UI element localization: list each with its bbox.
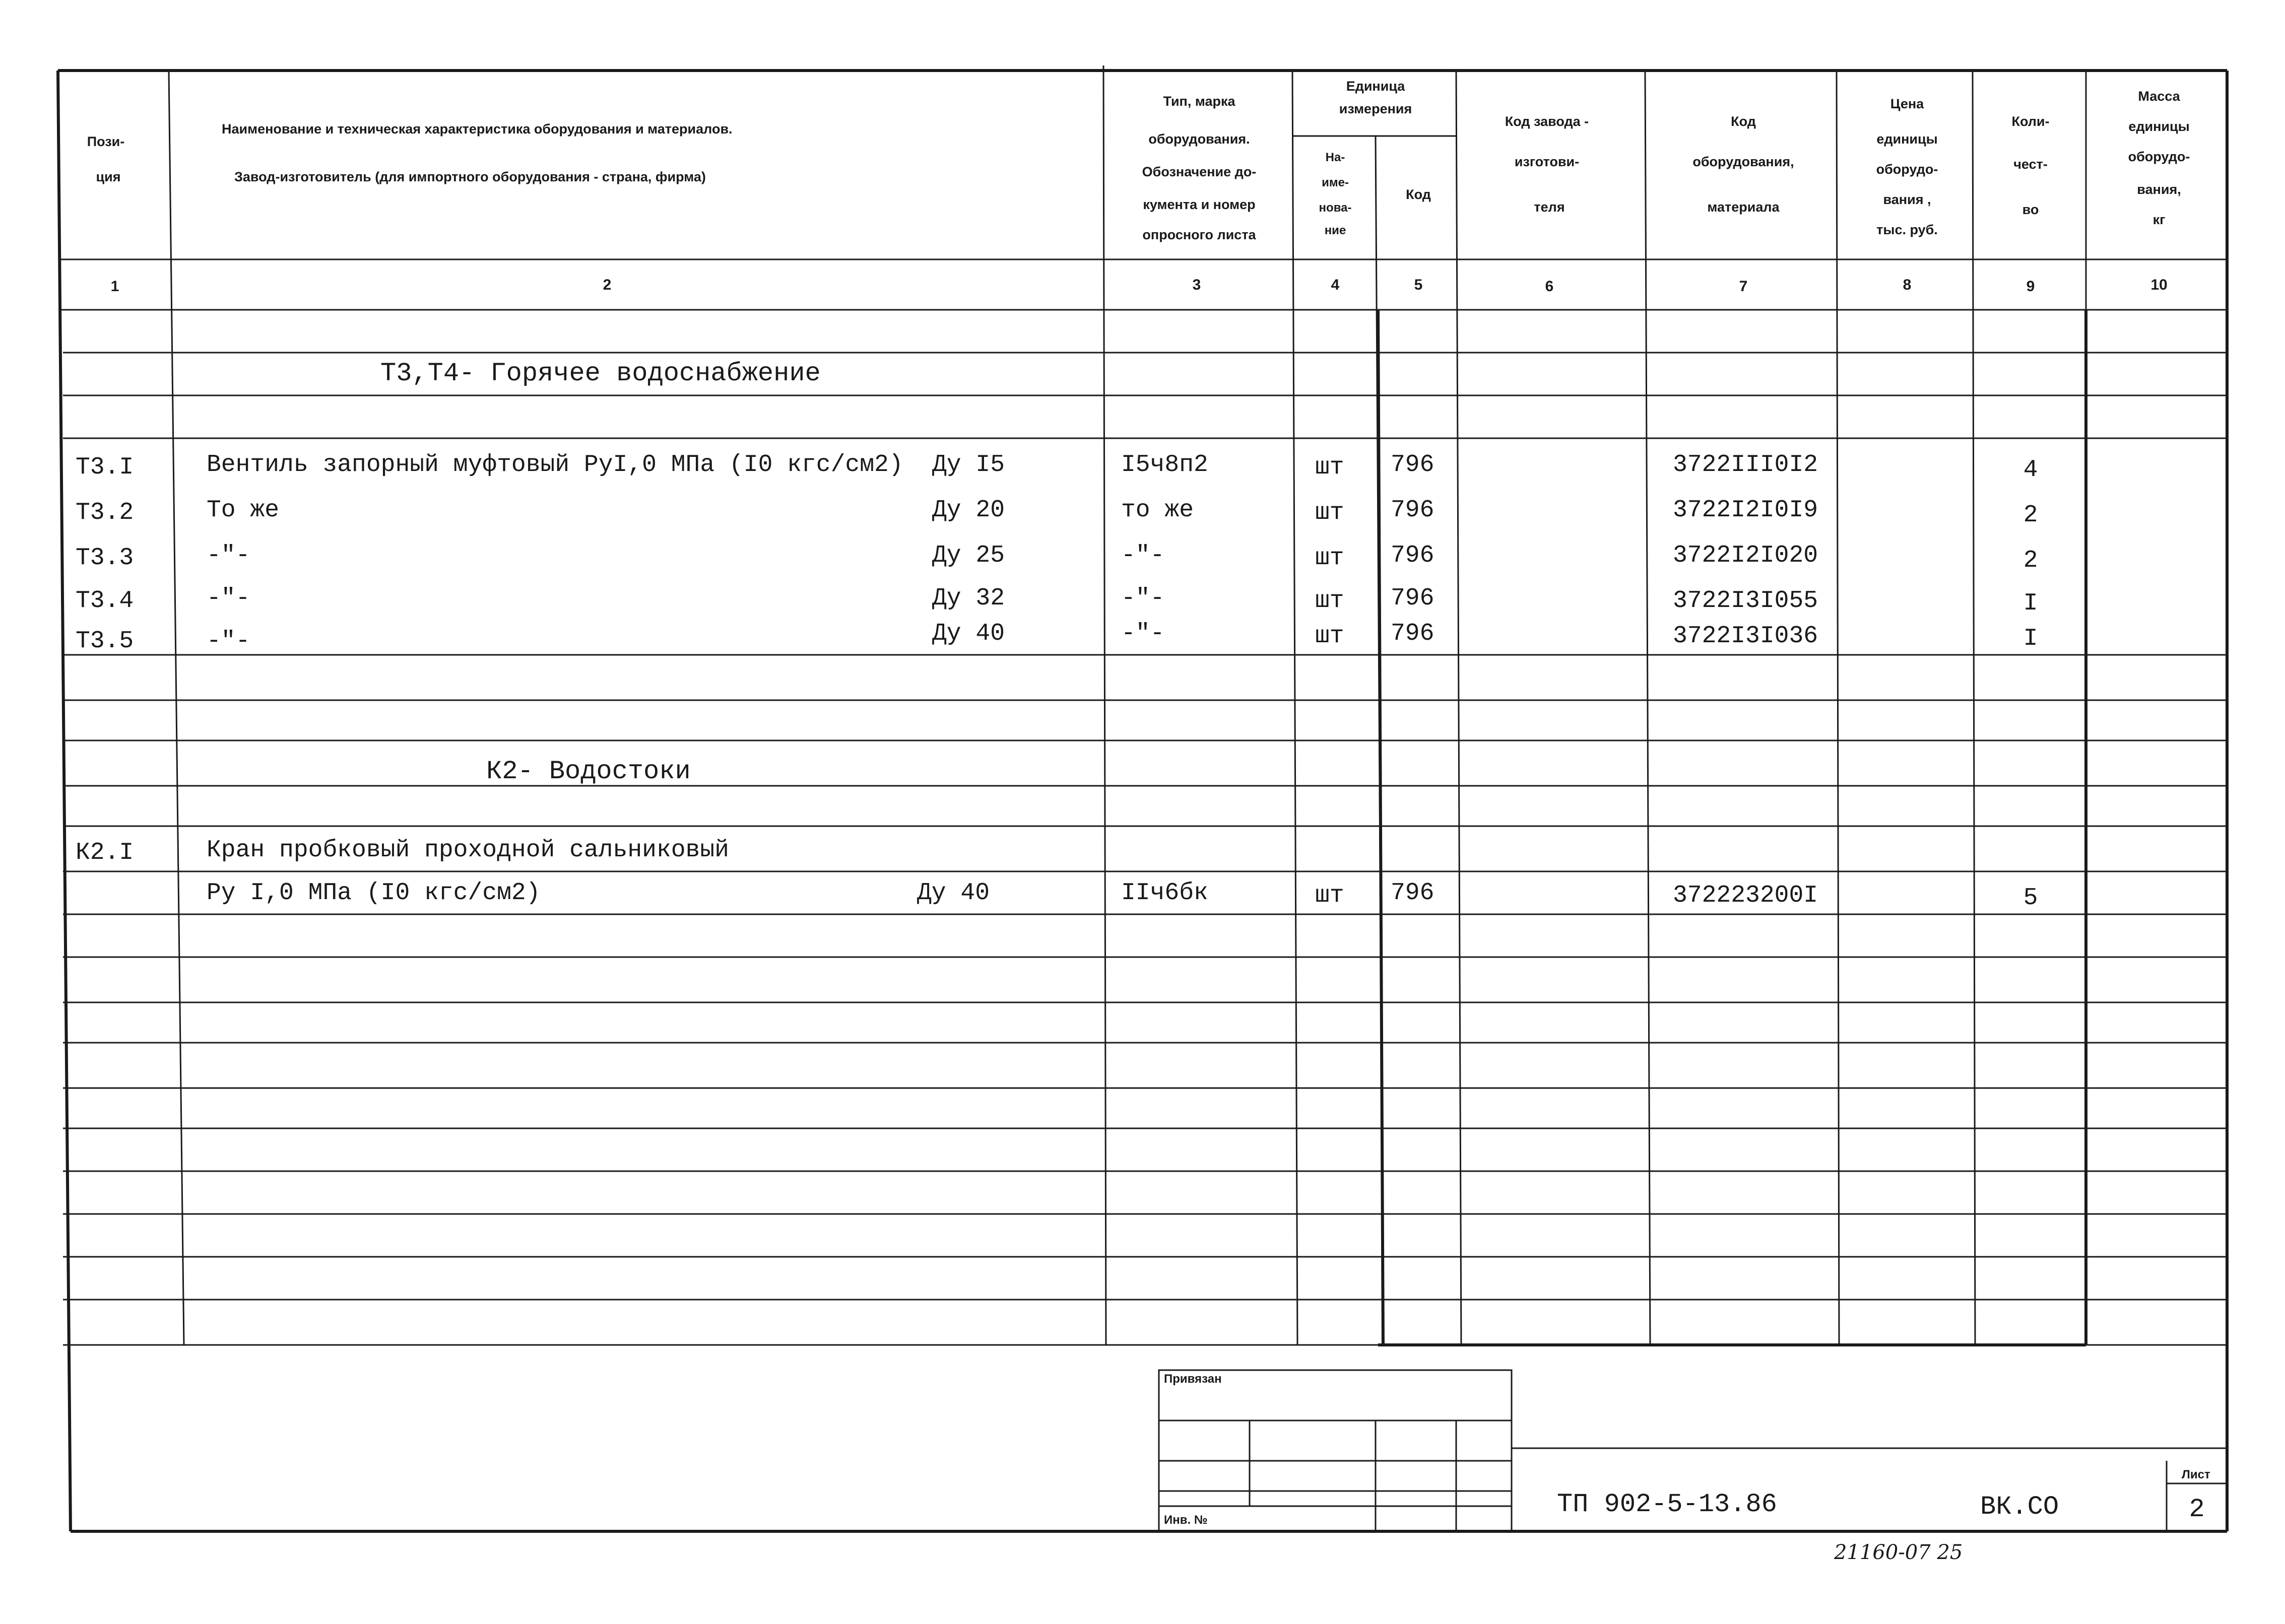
linked-label: Привязан xyxy=(1164,1372,1222,1386)
inventory-number-label: Инв. № xyxy=(1164,1513,1208,1527)
section-code: ВК.СО xyxy=(1980,1492,2059,1522)
col8-header-l1: Цена xyxy=(1890,96,1924,111)
row-name: Вентиль запорный муфтовый РуI,0 МПа (I0 кгс/см2) xyxy=(207,451,903,479)
row-material-code: 3722I2I020 xyxy=(1673,542,1818,569)
document-code: ТП 902-5-13.86 xyxy=(1557,1490,1777,1519)
sheet-label: Лист xyxy=(2182,1468,2210,1481)
col8-header-l3: оборудо- xyxy=(1876,162,1938,177)
col-number: 3 xyxy=(1192,277,1201,293)
row-code: 796 xyxy=(1391,879,1434,907)
table-row xyxy=(76,585,2038,617)
table-row xyxy=(76,837,2038,912)
row-type: IIч6бк xyxy=(1121,879,1208,907)
row-name: -"- xyxy=(207,628,250,655)
col10-header-l1: Масса xyxy=(2138,89,2180,104)
col-number: 10 xyxy=(2150,277,2168,293)
col-number: 7 xyxy=(1739,278,1748,295)
col-number: 6 xyxy=(1545,278,1554,295)
row-code: 796 xyxy=(1391,497,1434,524)
row-quantity: I xyxy=(2023,625,2038,652)
row-code: 796 xyxy=(1391,620,1434,647)
sheet-number: 2 xyxy=(2189,1495,2205,1524)
row-position: Т3.2 xyxy=(76,499,134,526)
row-unit: шт xyxy=(1315,545,1344,572)
table-row xyxy=(76,620,2038,655)
row-quantity: 4 xyxy=(2023,456,2038,484)
col5-header: Код xyxy=(1406,187,1431,202)
col3-header-l5: опросного листа xyxy=(1142,227,1256,242)
row-position: Т3.I xyxy=(76,454,134,481)
row-material-code: 372223200I xyxy=(1673,882,1818,909)
col-number: 5 xyxy=(1414,277,1423,293)
col4-header-l4: ние xyxy=(1324,224,1346,237)
row-name: Кран пробковый проходной сальниковый xyxy=(207,837,729,864)
col7-header-l2: оборудования, xyxy=(1692,154,1794,169)
table-header xyxy=(87,79,2190,242)
col-number: 9 xyxy=(2026,278,2035,295)
unit-group-header-l2: измерения xyxy=(1339,101,1412,116)
col6-header-l1: Код завода - xyxy=(1505,114,1589,129)
row-type: -"- xyxy=(1121,542,1165,569)
row-position: Т3.3 xyxy=(76,545,134,572)
col6-header-l3: теля xyxy=(1534,199,1565,215)
row-dn: Ду 40 xyxy=(917,879,990,907)
col8-header-l4: вания , xyxy=(1883,192,1931,207)
title-block xyxy=(1164,1372,2210,1564)
col1-header-l2: ция xyxy=(96,169,121,184)
row-dn: Ду 40 xyxy=(932,620,1005,647)
row-position: Т3.4 xyxy=(76,587,134,615)
frame-lines xyxy=(58,65,2227,1531)
row-quantity: 5 xyxy=(2023,885,2038,912)
col8-header-l5: тыс. руб. xyxy=(1876,222,1938,237)
row-type: -"- xyxy=(1121,585,1165,612)
footer-note: 21160-07 25 xyxy=(1834,1541,1963,1564)
row-dn: Ду 25 xyxy=(932,542,1005,569)
col4-header-l3: нова- xyxy=(1319,201,1352,215)
row-material-code: 3722I3I036 xyxy=(1673,623,1818,650)
col1-header-l1: Пози- xyxy=(87,134,125,149)
col3-header-l3: Обозначение до- xyxy=(1142,164,1257,179)
row-material-code: 3722I3I055 xyxy=(1673,587,1818,615)
col-number: 1 xyxy=(110,278,119,295)
row-position: Т3.5 xyxy=(76,628,134,655)
col9-header-l2: чест- xyxy=(2013,157,2048,172)
row-position: К2.I xyxy=(76,839,134,866)
col9-header-l1: Коли- xyxy=(2011,114,2050,129)
row-name: -"- xyxy=(207,585,250,612)
col3-header-l2: оборудования. xyxy=(1148,131,1250,147)
row-unit: шт xyxy=(1315,499,1344,526)
col4-header-l2: име- xyxy=(1322,176,1349,189)
col6-header-l2: изготови- xyxy=(1514,154,1580,169)
col-number: 8 xyxy=(1903,277,1912,293)
row-type: -"- xyxy=(1121,620,1165,647)
row-dn: Ду 20 xyxy=(932,497,1005,524)
row-code: 796 xyxy=(1391,451,1434,479)
col9-header-l3: во xyxy=(2022,202,2039,217)
col10-header-l3: оборудо- xyxy=(2128,149,2190,164)
table-row xyxy=(76,497,2038,529)
col7-header-l3: материала xyxy=(1707,199,1780,215)
row-name: -"- xyxy=(207,542,250,569)
row-quantity: I xyxy=(2023,590,2038,617)
row-code: 796 xyxy=(1391,585,1434,612)
section-title-hot-water: Т3,Т4- Горячее водоснабжение xyxy=(380,359,821,388)
column-number-row xyxy=(111,277,2168,295)
col10-header-l2: единицы xyxy=(2128,119,2190,134)
row-quantity: 2 xyxy=(2023,502,2038,529)
row-type: I5ч8п2 xyxy=(1121,451,1208,479)
col4-header-l1: На- xyxy=(1325,151,1345,164)
table-row xyxy=(76,451,2038,484)
col-number: 2 xyxy=(603,277,612,293)
row-dn: Ду 32 xyxy=(932,585,1005,612)
row-quantity: 2 xyxy=(2023,547,2038,574)
col10-header-l4: вания, xyxy=(2137,182,2181,197)
col2-header-l2: Завод-изготовитель (для импортного оборудования - страна, фирма) xyxy=(234,169,706,184)
row-material-code: 3722I2I0I9 xyxy=(1673,497,1818,524)
unit-group-header-l1: Единица xyxy=(1346,79,1405,94)
section-title-drains: К2- Водостоки xyxy=(486,757,691,786)
col10-header-l5: кг xyxy=(2152,212,2166,227)
row-type: то же xyxy=(1121,497,1194,524)
row-name: То же xyxy=(207,497,280,524)
row-dn: Ду I5 xyxy=(932,451,1005,479)
row-unit: шт xyxy=(1315,587,1344,615)
row-unit: шт xyxy=(1315,882,1344,909)
row-code: 796 xyxy=(1391,542,1434,569)
col3-header-l1: Тип, марка xyxy=(1163,94,1235,109)
table-row xyxy=(76,542,2038,574)
row-name-continued: Ру I,0 МПа (I0 кгс/см2) xyxy=(207,879,541,907)
col3-header-l4: кумента и номер xyxy=(1143,197,1256,212)
col8-header-l2: единицы xyxy=(1876,131,1938,147)
row-unit: шт xyxy=(1315,623,1344,650)
col2-header-l1: Наименование и техническая характеристика оборудования и материалов. xyxy=(222,121,733,137)
col-number: 4 xyxy=(1331,277,1340,293)
row-material-code: 3722III0I2 xyxy=(1673,451,1818,479)
row-unit: шт xyxy=(1315,454,1344,481)
col7-header-l1: Код xyxy=(1731,114,1756,129)
